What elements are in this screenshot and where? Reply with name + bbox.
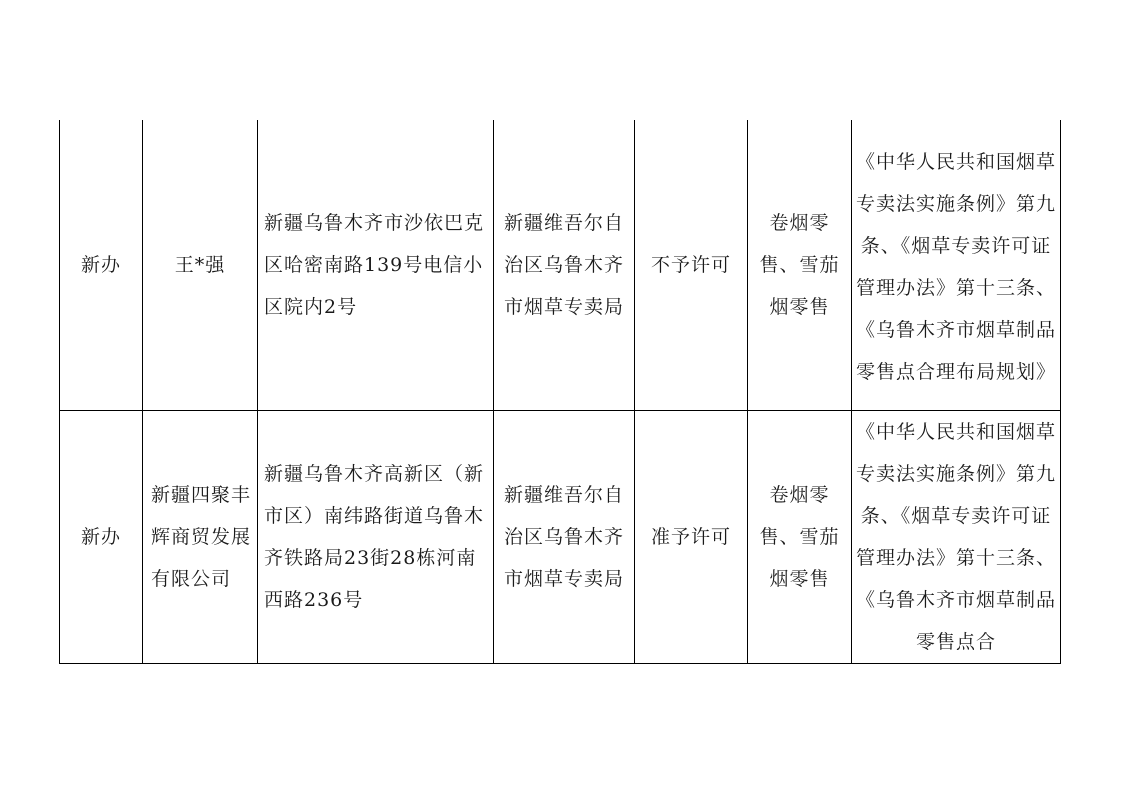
authority-cell (494, 120, 635, 411)
license-type-cell (60, 120, 143, 411)
business-address-cell (258, 411, 494, 664)
business-address: 新疆乌鲁木齐市沙依巴克区哈密南路139号电信小区院内2号 (264, 212, 485, 318)
license-table (59, 120, 1061, 664)
applicant-name-cell (143, 411, 258, 664)
decision-cell (635, 120, 748, 411)
decision-result: 准予许可 (650, 526, 731, 548)
business-address: 新疆乌鲁木齐高新区（新市区）南纬路街道乌鲁木齐铁路局23街28栋河南西路236号 (264, 463, 485, 611)
business-scope-cell (748, 411, 852, 664)
business-address-cell (258, 120, 494, 411)
issuing-authority: 新疆维吾尔自治区乌鲁木齐市烟草专卖局 (504, 212, 625, 318)
legal-basis-cell (852, 120, 1061, 411)
license-type-cell (60, 411, 143, 664)
issuing-authority: 新疆维吾尔自治区乌鲁木齐市烟草专卖局 (504, 484, 625, 590)
license-type: 新办 (80, 526, 121, 548)
decision-cell (635, 411, 748, 664)
table-row (60, 120, 1061, 411)
business-scope: 卷烟零售、雪茄烟零售 (759, 484, 840, 590)
table-row (60, 411, 1061, 664)
business-scope: 卷烟零售、雪茄烟零售 (759, 212, 840, 318)
applicant-name: 王*强 (174, 254, 226, 276)
business-scope-cell (748, 120, 852, 411)
legal-basis: 《中华人民共和国烟草专卖法实施条例》第九条、《烟草专卖许可证管理办法》第十三条、《乌鲁木齐市烟草制品零售点合 (855, 421, 1056, 653)
applicant-name-cell (143, 120, 258, 411)
decision-result: 不予许可 (650, 254, 731, 276)
license-type: 新办 (80, 254, 121, 276)
legal-basis-cell (852, 411, 1061, 664)
legal-basis: 《中华人民共和国烟草专卖法实施条例》第九条、《烟草专卖许可证管理办法》第十三条、《乌鲁木齐市烟草制品零售点合理布局规划》 (855, 151, 1056, 383)
applicant-name: 新疆四聚丰辉商贸发展有限公司 (151, 484, 252, 590)
authority-cell (494, 411, 635, 664)
